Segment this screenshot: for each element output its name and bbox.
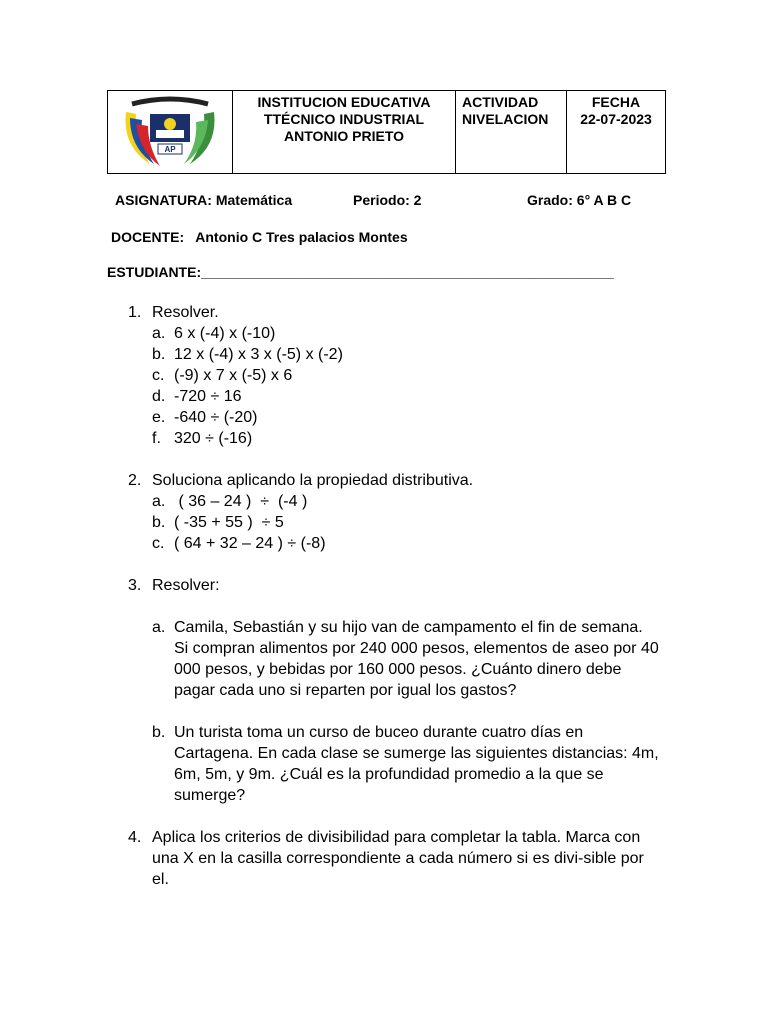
activity-line-2: NIVELACION <box>462 111 549 127</box>
exercise-title: Resolver. <box>152 304 219 321</box>
header-table <box>107 90 666 174</box>
grade-label: Grado: 6° A B C <box>527 192 632 208</box>
list-item: a. ( 36 – 24 ) ÷ (-4 ) <box>152 493 308 510</box>
logo-cell <box>108 91 233 174</box>
list-item: c. (-9) x 7 x (-5) x 6 <box>152 367 293 384</box>
period-label: Periodo: 2 <box>353 192 422 208</box>
exercise-number: 1. <box>128 304 142 321</box>
list-item: d. -720 ÷ 16 <box>152 388 242 405</box>
date-cell <box>567 91 666 174</box>
date-value: 22-07-2023 <box>580 111 652 127</box>
institution-line-3: ANTONIO PRIETO <box>283 128 405 144</box>
student-field[interactable]: ESTUDIANTE:_____________________________________________________ <box>107 264 614 280</box>
exercise-number: 4. <box>128 829 142 846</box>
exercise-3 <box>128 575 688 806</box>
date-label: FECHA <box>591 94 641 110</box>
exercise-3-items <box>152 617 688 806</box>
exercise-title: Soluciona aplicando la propiedad distributiva. <box>152 472 474 489</box>
exercise-1 <box>128 302 688 449</box>
school-logo-icon <box>120 94 220 170</box>
exercise-4 <box>128 827 688 890</box>
exercise-title: Resolver: <box>152 577 220 594</box>
subject-label: ASIGNATURA: Matemática <box>115 192 293 208</box>
list-item: e. -640 ÷ (-20) <box>152 409 258 426</box>
exercise-2 <box>128 470 688 554</box>
exercise-number: 3. <box>128 577 142 594</box>
word-problem: b. Un turista toma un curso de buceo durante cuatro días en Cartagena. En cada clase se sumerge las siguientes distancias: 4m, 6m, 5m, y 9m. ¿Cuál es la profundidad promedio a la que se sumerge? <box>152 724 659 804</box>
exercise-1-items <box>152 323 688 449</box>
list-item: c. ( 64 + 32 – 24 ) ÷ (-8) <box>152 535 326 552</box>
list-item: f. 320 ÷ (-16) <box>152 430 253 447</box>
exercise-list <box>128 302 688 890</box>
word-problem: a. Camila, Sebastián y su hijo van de campamento el fin de semana. Si compran alimentos por 240 000 pesos, elementos de aseo por 40 000 pesos, y bebidas por 160 000 pesos. ¿Cuánto dinero debe pagar cada uno si reparten por igual los gastos? <box>152 619 659 699</box>
list-item: b. 12 x (-4) x 3 x (-5) x (-2) <box>152 346 343 363</box>
teacher-label: DOCENTE: Antonio C Tres palacios Montes <box>111 229 408 245</box>
institution-line-1: INSTITUCION EDUCATIVA <box>257 94 431 110</box>
activity-line-1: ACTIVIDAD <box>462 94 539 110</box>
list-item: a. 6 x (-4) x (-10) <box>152 325 276 342</box>
institution-line-2: TTÉCNICO INDUSTRIAL <box>263 111 425 127</box>
logo-monogram: AP <box>164 145 176 154</box>
exercise-text: Aplica los criterios de divisibilidad para completar la tabla. Marca con una X en la casilla correspondiente a cada número si es divi-sible por el. <box>152 829 644 888</box>
exercise-2-items <box>152 491 688 554</box>
list-item: b. ( -35 + 55 ) ÷ 5 <box>152 514 284 531</box>
activity-cell <box>456 91 567 174</box>
institution-cell <box>233 91 456 174</box>
exercise-number: 2. <box>128 472 142 489</box>
